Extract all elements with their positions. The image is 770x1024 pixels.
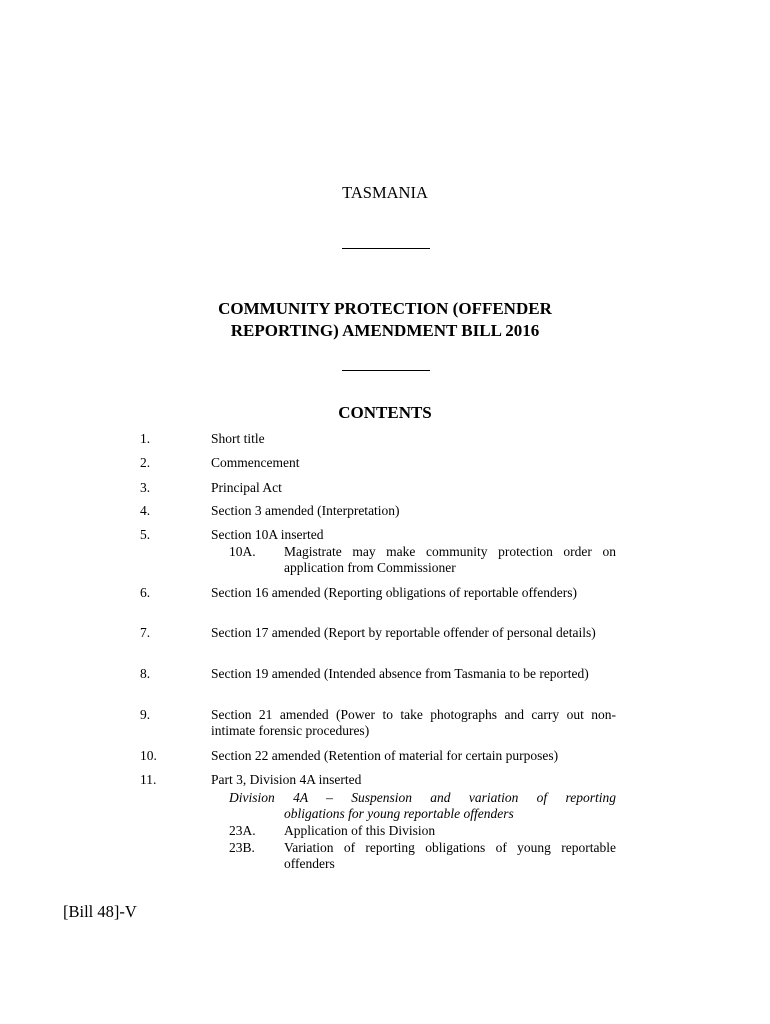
- toc-entry: Part 3, Division 4A inserted: [211, 772, 362, 787]
- divider-rule: [342, 370, 430, 371]
- division-heading-line-1: Division 4A – Suspension and variation of reporting: [229, 790, 616, 805]
- toc-subsection-entry: Variation of reporting obligations of young reportable offenders: [284, 840, 616, 871]
- toc-subsection-entry: Application of this Division: [284, 823, 436, 838]
- toc-number: 10.: [140, 748, 157, 763]
- bill-title-line-1: COMMUNITY PROTECTION (OFFENDER: [218, 299, 552, 318]
- toc-entry: Short title: [211, 431, 265, 446]
- toc-subsection-number: 23B.: [229, 840, 255, 855]
- toc-number: 6.: [140, 585, 151, 600]
- toc-number: 11.: [140, 772, 157, 787]
- bill-title: [0, 298, 770, 342]
- contents-heading: CONTENTS: [338, 403, 432, 422]
- division-heading-line-2: obligations for young reportable offenders: [284, 806, 514, 821]
- toc-number: 9.: [140, 707, 151, 722]
- toc-subsection-entry: Magistrate may make community protection order on application from Commissioner: [284, 544, 616, 575]
- toc-entry: Section 19 amended (Intended absence from Tasmania to be reported): [211, 666, 589, 681]
- toc-entry: Principal Act: [211, 480, 282, 495]
- toc-entry: Section 21 amended (Power to take photographs and carry out non-intimate forensic procedures): [211, 707, 616, 738]
- bill-title-line-2: REPORTING) AMENDMENT BILL 2016: [230, 321, 540, 340]
- toc-number: 4.: [140, 503, 151, 518]
- divider-rule: [342, 248, 430, 249]
- toc-number: 7.: [140, 625, 151, 640]
- jurisdiction-heading: TASMANIA: [342, 183, 428, 202]
- toc-number: 5.: [140, 527, 151, 542]
- toc-subsection-number: 23A.: [229, 823, 256, 838]
- toc-number: 8.: [140, 666, 151, 681]
- toc-entry: Section 3 amended (Interpretation): [211, 503, 400, 518]
- toc-number: 2.: [140, 455, 151, 470]
- toc-number: 1.: [140, 431, 151, 446]
- division-heading: [229, 790, 616, 822]
- toc-subsection-number: 10A.: [229, 544, 256, 559]
- toc-entry: Section 10A inserted: [211, 527, 324, 542]
- toc-entry: Section 17 amended (Report by reportable offender of personal details): [211, 625, 596, 640]
- toc-entry: Section 22 amended (Retention of material for certain purposes): [211, 748, 559, 763]
- toc-entry: Section 16 amended (Reporting obligations of reportable offenders): [211, 585, 578, 600]
- toc-number: 3.: [140, 480, 151, 495]
- toc-entry: Commencement: [211, 455, 300, 470]
- bill-reference-footer: [Bill 48]-V: [63, 902, 137, 921]
